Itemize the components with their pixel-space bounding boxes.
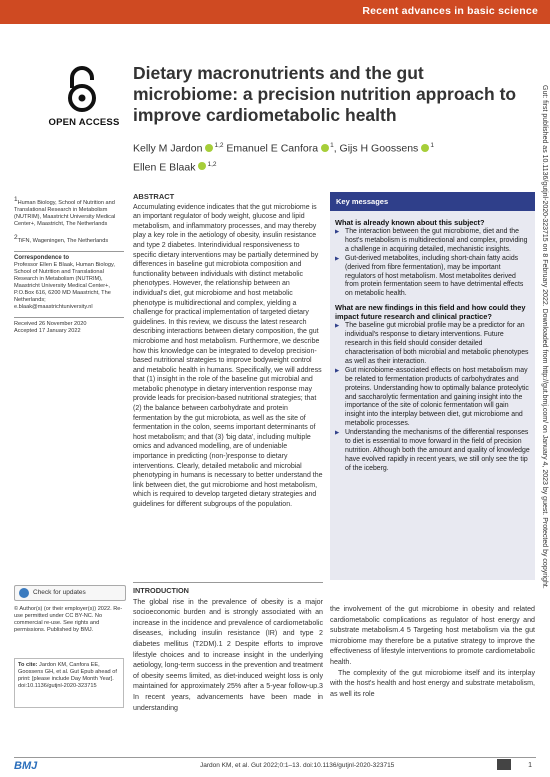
publisher-badge-icon — [497, 759, 511, 770]
key-message-item: ▶ The baseline gut microbial profile may be a predictor for an individual's response to dietary interventions. Future research in this field should consider detailed characterisation of both microbial and metabolic phenotypes as well as their interaction. — [335, 322, 530, 367]
orcid-icon[interactable] — [321, 144, 329, 152]
article-dates — [14, 317, 124, 335]
author-separator: , — [333, 142, 337, 155]
copyright-notice: © Author(s) (or their employer(s)) 2022. Re-use permitted under CC BY-NC. No commercial re-use. See rights and permissions. Published by BMJ. — [14, 606, 123, 633]
correspondence-text: Professor Ellen E Blaak, Human Biology, School of Nutrition and Translational Research in Metabolism (NUTRIM), Maastricht University Medical Center+, P.O.Box 616, 6200 MD Maastricht, The Netherlands; e.blaak@maastrichtuniversity.nl — [14, 261, 115, 310]
introduction-heading: INTRODUCTION — [133, 582, 323, 597]
key-message-item: ▶ The interaction between the gut microbiome, diet and the host's metabolism is multidirectional and complex, providing a challenge in acquiring detailed, mechanistic insights. — [335, 228, 530, 255]
introduction-left-column — [133, 582, 323, 713]
introduction-right-column — [330, 604, 535, 699]
received-date: Received 26 November 2020 — [14, 320, 87, 327]
section-banner — [0, 0, 550, 24]
author-affiliation-sup: 1 — [430, 142, 434, 149]
correspondence-heading: Correspondence to — [14, 251, 124, 262]
key-messages-box — [330, 192, 535, 580]
citation-box — [14, 658, 124, 708]
article-info-column — [14, 196, 124, 335]
key-question: What is already known about this subject? — [335, 218, 485, 227]
key-message-item: ▶ Understanding the mechanisms of the differential responses to diet is essential to move forward in the field of precision nutrition. Although both the amount and quality of knowledge have evolved rapidly in recent years, we still only see the tip of the iceberg. — [335, 429, 530, 474]
citation-text: Jardon KM, Canfora EE, Goossens GH, et al. Gut Epub ahead of print: [please include Day Month Year]. doi:10.1136/gutjnl-2020-323715 — [18, 662, 117, 689]
key-messages-heading: Key messages — [330, 192, 535, 211]
orcid-icon[interactable] — [421, 144, 429, 152]
author-name: Emanuel E Canfora — [226, 142, 319, 155]
body-paragraph: The complexity of the gut microbiome itself and its interplay with the host's health and host energy and substrate metabolism, as well its role — [330, 668, 535, 698]
download-watermark: Gut: first published as 10.1136/gutjnl-2020-323715 on 8 February 2022. Downloaded from http://gut.bmj.com/ on January 4, 2023 by guest. Protected by copyright. — [541, 85, 548, 589]
check-for-updates-button[interactable] — [14, 585, 126, 601]
article-title: Dietary macronutrients and the gut microbiome: a precision nutrition approach to improve cardiometabolic health — [133, 63, 517, 125]
author-affiliation-sup: 1 — [330, 142, 334, 149]
author-affiliation-sup: 1,2 — [207, 160, 217, 168]
author-name: Ellen E Blaak — [133, 161, 196, 173]
affiliation-1: $^1$Human Biology, School of Nutrition and Translational Research in Metabolism (NUTRIM), Maastricht University Medical Center+, Maastricht, The Netherlands — [14, 196, 116, 227]
orcid-icon[interactable] — [198, 162, 206, 170]
orcid-icon[interactable] — [205, 144, 213, 152]
author-name: Kelly M Jardon — [133, 142, 203, 155]
abstract-heading: ABSTRACT — [133, 192, 175, 201]
author-affiliation-sup: 1,2 — [214, 142, 224, 149]
key-message-item: ▶ Gut microbiome-associated effects on host metabolism may be related to fermentation products of carbohydrates and proteins. Understanding how to optimally balance proteolytic and saccharolytic fermentation and gaining insight into the importance of the site of colonic fermentation will gain insight into the interplay between diet, gut microbiome and metabolic processes. — [335, 367, 530, 429]
introduction-text: The global rise in the prevalence of obesity is a major socioeconomic burden and is strongly associated with an increase in the incidence and prevalence of cardiometabolic diseases, including insulin resistance (IR) and type 2 diabetes mellitus (T2DM).1 2 Despite efforts to improve lifestyle choices and to increase insight in the underlying aetiology, long-term success in the prevention and treatment of obesity seems limited, as diet-induced weight loss is only maintained for approximately 25% after a 5-year follow-up.3 In recent years, advancements have been made in understanding — [133, 597, 323, 712]
citation-label: To cite: — [18, 662, 38, 668]
open-access-icon — [62, 66, 102, 114]
author-list — [133, 138, 513, 175]
footer-citation: Jardon KM, et al. Gut 2022;0:1–13. doi:10.1136/gutjnl-2020-323715 — [200, 762, 395, 769]
footer-divider — [14, 757, 536, 758]
key-message-item: ▶ Gut-derived metabolites, including short-chain fatty acids (derived from fibre fermentation), may be important regulators of host metabolism. Most metabolites derived from protein fermentation seem to have detrimental effects on metabolic health. — [335, 255, 530, 300]
body-paragraph: the involvement of the gut microbiome in obesity and related cardiometabolic complications as regulator of host energy and substrate metabolism.4 5 Targeting host metabolism via the gut microbiome may therefore be a putative strategy to improve the effectiveness of lifestyle interventions to promote cardiometabolic health. — [330, 605, 535, 666]
check-for-updates-label: Check for updates — [33, 589, 86, 596]
section-label: Recent advances in basic science — [362, 5, 538, 17]
open-access-label: OPEN ACCESS — [48, 117, 120, 128]
author-name: Gijs H Goossens — [339, 142, 419, 155]
affiliation-2: $^2$TiFN, Wageningen, The Netherlands — [14, 233, 109, 244]
key-question: What are new findings in this field and how could they impact future research and clinical practice? — [335, 303, 526, 322]
accepted-date: Accepted 17 January 2022 — [14, 327, 81, 334]
abstract-text: Accumulating evidence indicates that the gut microbiome is an important regulator of body weight, glucose and lipid metabolism, and inflammatory processes, and may thereby play a key role in the aetiology of obesity, insulin resistance and type 2 diabetes. Interindividual responsiveness to specific dietary interventions may be partially determined by differences in baseline gut microbiota composition and functionality between individuals with distinct metabolic phenotypes. However, the relationship between an individual's diet, gut microbiome and host metabolic phenotype is multidirectional and complex, yielding a challenge for practical implementation of targeted dietary guidelines. In this review, we discuss the latest research describing interactions between dietary composition, the gut microbiome and host metabolism. Furthermore, we describe how this knowledge can be integrated to develop precision-based nutritional strategies to improve bodyweight control and metabolic health in humans. Specifically, we will address that (1) insight in the role of the baseline gut microbial and metabolic phenotype in dietary intervention response may provide leads for precision-based nutritional strategies; that (2) the balance between carbohydrate and protein fermentation by the gut microbiota, as well as the site of fermentation in the colon, seems important determinants of host metabolism; and that (3) 'big data', including multiple omics and advanced modelling, are of undeniable importance in predicting (non-)response to dietary interventions. Clearly, detailed metabolic and microbial phenotyping in humans is necessary to better understand the link between diet, the gut microbiome and host metabolism, which is required to develop targeted dietary strategies and guidelines for different subgroups of the population. — [133, 203, 323, 508]
page-number: 1 — [528, 762, 532, 769]
abstract — [133, 192, 323, 510]
bmj-logo: BMJ — [14, 760, 38, 772]
updates-icon — [19, 588, 29, 598]
